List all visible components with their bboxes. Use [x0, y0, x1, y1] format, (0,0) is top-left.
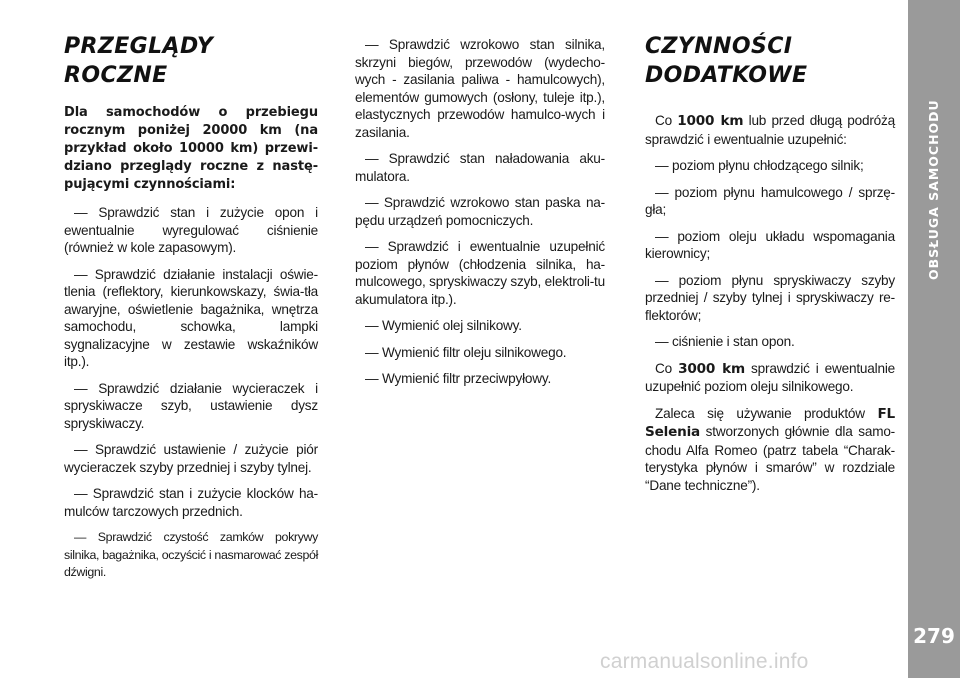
list-item: — Sprawdzić czystość zamków pokrywy silnika, bagażnika, oczyścić i nasmarować zespół dźwigni.	[64, 530, 318, 579]
list-item: — Wymienić filtr przeciwpyłowy.	[365, 371, 552, 386]
list-item: — Wymienić olej silnikowy.	[365, 318, 522, 333]
list-item: — Sprawdzić stan i zużycie klocków ha-mulców tarczowych przednich.	[64, 486, 318, 519]
text: Co	[655, 360, 672, 376]
section-title-annual-inspections: PRZEGLĄDY ROCZNE	[64, 34, 214, 88]
paragraph-fl-selenia	[645, 405, 895, 495]
list-item: — Sprawdzić działanie wycieraczek i spryskiwacze szyb, ustawienie dysz spryskiwaczy.	[64, 380, 318, 431]
list-item: — Sprawdzić ustawienie / zużycie piór wycieraczek szyby przedniej i szyby tylnej.	[64, 442, 318, 475]
text: Zaleca się używanie produktów	[655, 405, 865, 421]
list-item: — Sprawdzić i ewentualnie uzupełnić poziom płynów (chłodzenia silnika, ha-mulcowego, spryskiwaczy szyb, elektroli-tu akumulatora itp.).	[355, 239, 605, 307]
emphasis: 3000 km	[678, 360, 745, 377]
title-line: CZYNNOŚCI	[645, 34, 793, 59]
column-middle	[355, 36, 605, 397]
section-title-additional-tasks	[645, 32, 895, 90]
column-left	[64, 30, 318, 591]
text: sprawdzić i ewentualnie uzupełnić poziom oleju silnikowego.	[645, 360, 896, 394]
emphasis: FL Selenia	[645, 405, 895, 440]
text: Co	[655, 113, 672, 128]
list-item: — poziom płynu hamulcowego / sprzę-gła;	[645, 184, 895, 217]
list-item: — Sprawdzić stan naładowania aku-mulatora.	[355, 151, 605, 184]
list-item: — poziom oleju układu wspomagania kierownicy;	[645, 228, 895, 261]
paragraph-1000km	[645, 112, 895, 148]
text: stworzonych głównie dla samo-chodu Alfa Romeo (patrz tabela “Charak-terystyka płynów i smarów” w rozdziale “Dane techniczne”).	[645, 424, 896, 493]
list-item: — Sprawdzić działanie instalacji oświe-tlenia (reflektory, kierunkowskazy, świa-tła awaryjne, oświetlenie bagażnika, wnętrza samochodu, schowka, lampki sygnalizacyjne w zestawie wskaźników itp.).	[64, 266, 318, 369]
title-line: DODATKOWE	[645, 63, 808, 88]
list-item: — ciśnienie i stan opon.	[655, 334, 795, 349]
text: lub przed długą podróżą sprawdzić i ewentualnie uzupełnić:	[645, 113, 895, 147]
emphasis: 1000 km	[677, 113, 744, 129]
list-item: — poziom płynu spryskiwaczy szyby przedniej / szyby tylnej i spryskiwaczy re-flektorów;	[645, 272, 895, 323]
list-item: — Sprawdzić stan i zużycie opon i ewentualnie wyregulować ciśnienie (również w kole zapasowym).	[64, 205, 318, 255]
watermark: carmanualsonline.info	[600, 650, 809, 673]
list-item: — poziom płynu chłodzącego silnik;	[655, 158, 864, 173]
column-right	[645, 30, 895, 503]
list-item: — Sprawdzić wzrokowo stan paska na-pędu urządzeń pomocniczych.	[355, 195, 605, 228]
page-number: 279	[913, 624, 955, 648]
paragraph-3000km	[645, 360, 895, 396]
intro-paragraph: Dla samochodów o przebiegu rocznym poniżej 20000 km (na przykład około 10000 km) przewi-dziano przeglądy roczne z nastę-pującymi czynnościami:	[64, 105, 318, 192]
list-item: — Sprawdzić wzrokowo stan silnika, skrzyni biegów, przewodów (wydecho-wych - zasilania paliwa - hamulcowych), elementów gumowych (osłony, tuleje itp.), elastycznych przewodów hamulco-wych i zasilania.	[355, 37, 605, 140]
section-tab-label	[914, 240, 954, 280]
list-item: — Wymienić filtr oleju silnikowego.	[365, 344, 567, 360]
